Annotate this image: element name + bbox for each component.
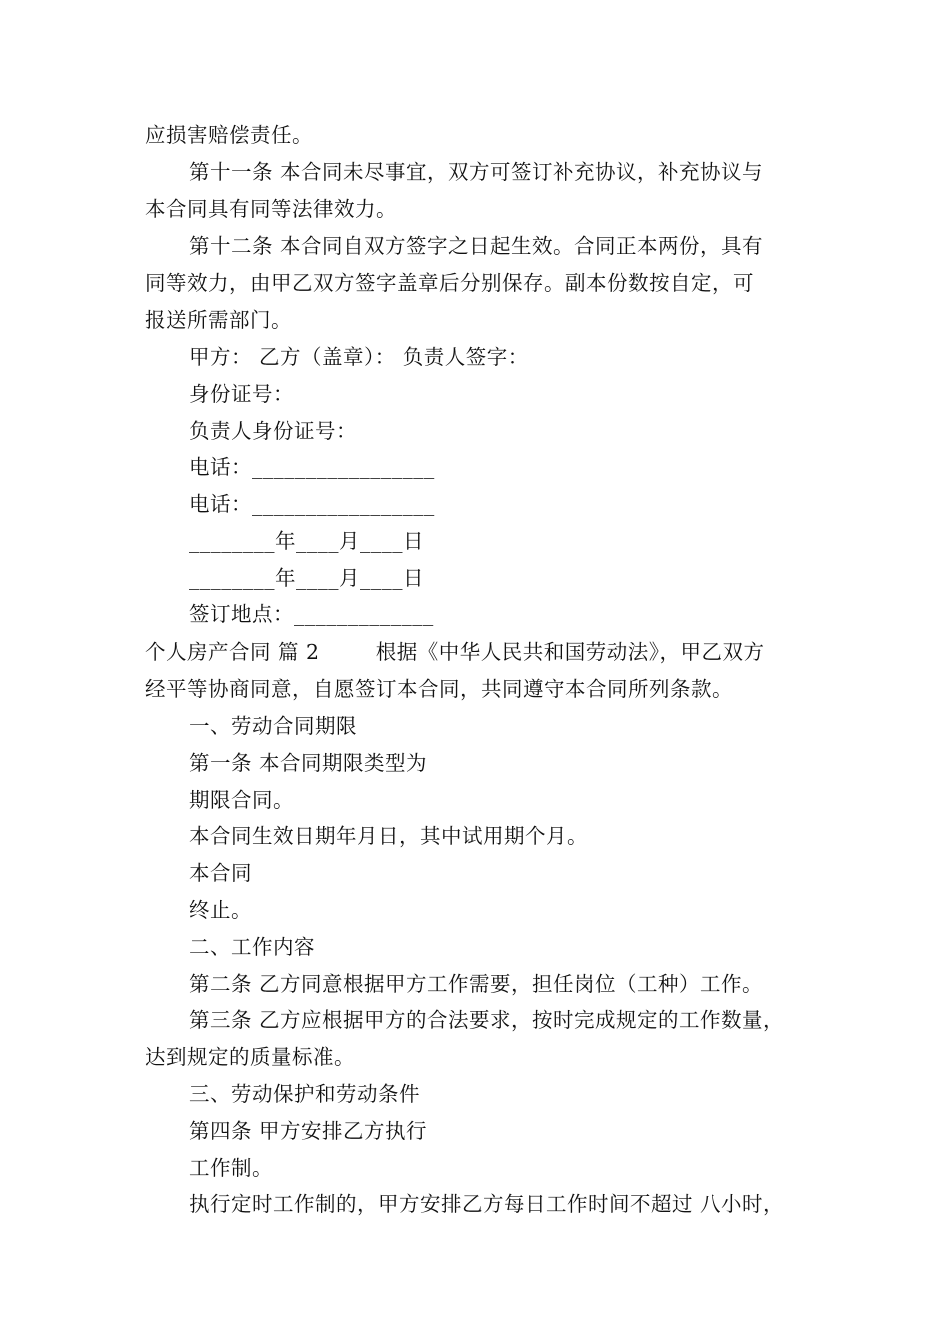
clause-heading: 三、劳动保护和劳动条件 [189, 1082, 420, 1106]
text-line: 同等效力，由甲乙双方签字盖章后分别保存。副本份数按自定，可 [145, 271, 754, 295]
section-heading-line: 个人房产合同 篇 2 根据《中华人民共和国劳动法》，甲乙双方 [145, 640, 765, 664]
responsible-id-line: 负责人身份证号： [189, 419, 357, 443]
text-line: 第一条 本合同期限类型为 [189, 751, 428, 775]
text-line: 本合同生效日期年月日，其中试用期个月。 [189, 824, 588, 848]
text-line: 经平等协商同意，自愿签订本合同，共同遵守本合同所列条款。 [145, 677, 733, 701]
signature-parties-line: 甲方： 乙方（盖章）： 负责人签字： [189, 345, 529, 369]
date-line: ________年____月____日 [189, 529, 424, 553]
id-number-line: 身份证号： [189, 382, 294, 406]
clause-heading: 二、工作内容 [189, 935, 315, 959]
text-line: 应损害赔偿责任。 [145, 123, 313, 147]
text-line: 第二条 乙方同意根据甲方工作需要，担任岗位（工种）工作。 [189, 972, 764, 996]
text-line: 达到规定的质量标准。 [145, 1045, 355, 1069]
text-line: 第十一条 本合同未尽事宜，双方可签订补充协议，补充协议与 [189, 160, 764, 184]
text-line: 第三条 乙方应根据甲方的合法要求，按时完成规定的工作数量， [189, 1008, 785, 1032]
signing-place-line: 签订地点：_____________ [189, 602, 434, 626]
text-line: 执行定时工作制的，甲方安排乙方每日工作时间不超过 八小时， [189, 1192, 785, 1216]
text-line: 本合同 [189, 861, 252, 885]
text-line: 本合同具有同等法律效力。 [145, 197, 397, 221]
text-line: 第四条 甲方安排乙方执行 [189, 1119, 428, 1143]
text-line: 报送所需部门。 [145, 308, 292, 332]
phone-line: 电话：_________________ [189, 492, 435, 516]
text-line: 工作制。 [189, 1156, 273, 1180]
text-line: 期限合同。 [189, 788, 294, 812]
phone-line: 电话：_________________ [189, 455, 435, 479]
text-line: 终止。 [189, 898, 252, 922]
date-line: ________年____月____日 [189, 566, 424, 590]
text-line: 第十二条 本合同自双方签字之日起生效。合同正本两份，具有 [189, 234, 764, 258]
clause-heading: 一、劳动合同期限 [189, 714, 357, 738]
